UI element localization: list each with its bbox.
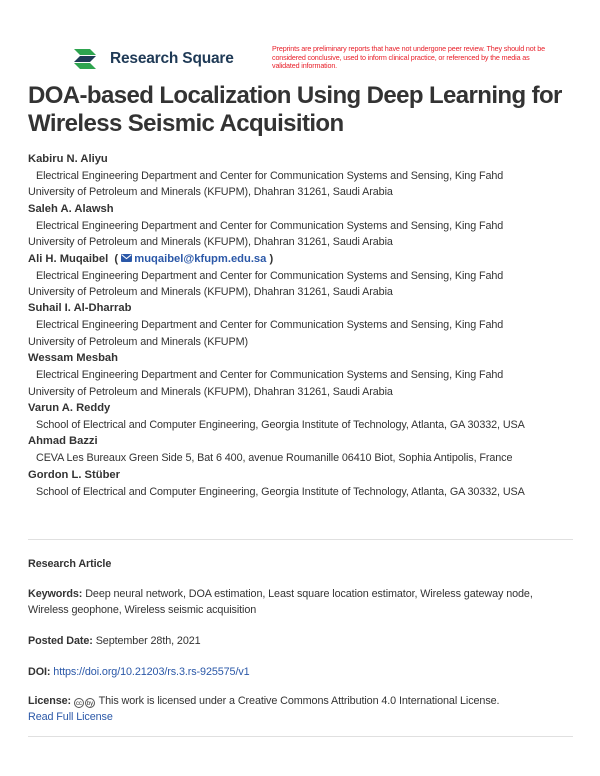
paper-title: DOA-based Localization Using Deep Learning for Wireless Seismic Acquisition bbox=[28, 82, 562, 137]
keywords-line bbox=[28, 586, 576, 602]
author-name: Kabiru N. Aliyu bbox=[28, 153, 108, 165]
author-entry bbox=[28, 151, 576, 201]
author-entry bbox=[28, 251, 576, 301]
email-open-paren: ( bbox=[111, 252, 119, 265]
author-affiliation bbox=[28, 417, 576, 433]
posted-date-section bbox=[28, 633, 576, 649]
author-entry bbox=[28, 201, 576, 251]
license-section bbox=[28, 693, 576, 726]
research-square-logo[interactable] bbox=[72, 46, 234, 72]
affiliation-line: University of Petroleum and Minerals (KFUPM), Dhahran 31261, Saudi Arabia bbox=[28, 236, 393, 249]
author-affiliation bbox=[28, 268, 576, 301]
author-name: Ahmad Bazzi bbox=[28, 435, 98, 448]
creative-commons-icon: cc bbox=[74, 698, 84, 708]
posted-date-value: September 28th, 2021 bbox=[95, 635, 201, 647]
license-label: License: bbox=[28, 695, 72, 707]
author-affiliation bbox=[28, 484, 576, 500]
author-entry bbox=[28, 467, 576, 500]
author-name: Wessam Mesbah bbox=[28, 352, 118, 365]
preprint-disclaimer: Preprints are preliminary reports that have not undergone peer review. They should not be considered conclusive, used to inform clinical practice, or referenced by the media as validated information. bbox=[272, 44, 545, 71]
author-name: Varun A. Reddy bbox=[28, 402, 111, 415]
author-affiliation bbox=[28, 317, 576, 350]
affiliation-line: Electrical Engineering Department and Center for Communication Systems and Sensing, King Fahd bbox=[36, 269, 504, 282]
keywords-text: Deep neural network, DOA estimation, Least square location estimator, Wireless gateway node, bbox=[85, 588, 533, 600]
brand-name: Research Square bbox=[110, 50, 234, 67]
divider bbox=[28, 736, 573, 737]
affiliation-line: University of Petroleum and Minerals (KFUPM), Dhahran 31261, Saudi Arabia bbox=[28, 286, 393, 299]
email-close-paren: ) bbox=[269, 252, 274, 265]
attribution-icon: by bbox=[85, 698, 95, 708]
author-email: muqaibel@kfupm.edu.sa bbox=[134, 252, 267, 265]
affiliation-line: University of Petroleum and Minerals (KFUPM), Dhahran 31261, Saudi Arabia bbox=[28, 385, 393, 398]
affiliation-line: Electrical Engineering Department and Center for Communication Systems and Sensing, King Fahd bbox=[36, 170, 504, 182]
author-name: Gordon L. Stüber bbox=[28, 468, 120, 481]
license-line bbox=[28, 693, 576, 709]
article-type bbox=[28, 556, 576, 572]
affiliation-line: Electrical Engineering Department and Center for Communication Systems and Sensing, King Fahd bbox=[36, 219, 504, 232]
keywords-section bbox=[28, 586, 576, 619]
license-text: This work is licensed under a Creative Commons Attribution 4.0 International License. bbox=[98, 695, 500, 707]
author-email-link[interactable] bbox=[121, 253, 269, 265]
doi-label: DOI: bbox=[28, 666, 51, 678]
affiliation-line: University of Petroleum and Minerals (KFUPM) bbox=[28, 335, 248, 348]
affiliation-line: University of Petroleum and Minerals (KFUPM), Dhahran 31261, Saudi Arabia bbox=[28, 186, 393, 199]
author-affiliation bbox=[28, 367, 576, 400]
affiliation-line: Electrical Engineering Department and Center for Communication Systems and Sensing, King Fahd bbox=[36, 319, 504, 332]
author-entry bbox=[28, 433, 576, 466]
author-list bbox=[28, 151, 576, 500]
author-affiliation bbox=[28, 218, 576, 251]
header bbox=[0, 0, 600, 80]
research-square-logo-icon bbox=[72, 46, 104, 72]
author-name-with-email bbox=[28, 251, 576, 268]
author-entry bbox=[28, 300, 576, 350]
article-type-label: Research Article bbox=[28, 558, 112, 570]
author-name: Suhail I. Al-Dharrab bbox=[28, 302, 132, 315]
keywords-label: Keywords: bbox=[28, 588, 83, 600]
author-affiliation bbox=[28, 168, 576, 201]
author-name: Ali H. Muqaibel bbox=[28, 252, 109, 265]
envelope-icon bbox=[121, 254, 132, 262]
affiliation-line: Electrical Engineering Department and Center for Communication Systems and Sensing, King Fahd bbox=[36, 369, 504, 382]
doi-link[interactable]: https://doi.org/10.21203/rs.3.rs-925575/v1 bbox=[53, 666, 250, 678]
doi-section bbox=[28, 664, 576, 680]
affiliation-line: School of Electrical and Computer Engineering, Georgia Institute of Technology, Atlanta, GA 30332, USA bbox=[36, 485, 525, 498]
author-name: Saleh A. Alawsh bbox=[28, 202, 114, 215]
affiliation-line: CEVA Les Bureaux Green Side 5, Bat 6 400, avenue Roumanille 06410 Biot, Sophia Antipolis, France bbox=[36, 452, 513, 465]
read-full-license-link[interactable]: Read Full License bbox=[28, 711, 113, 724]
author-entry bbox=[28, 400, 576, 433]
author-entry bbox=[28, 350, 576, 400]
posted-date-label: Posted Date: bbox=[28, 635, 93, 647]
keywords-line: Wireless geophone, Wireless seismic acquisition bbox=[28, 604, 257, 617]
divider bbox=[28, 539, 573, 540]
author-affiliation bbox=[28, 450, 576, 466]
affiliation-line: School of Electrical and Computer Engineering, Georgia Institute of Technology, Atlanta, GA 30332, USA bbox=[36, 419, 525, 432]
